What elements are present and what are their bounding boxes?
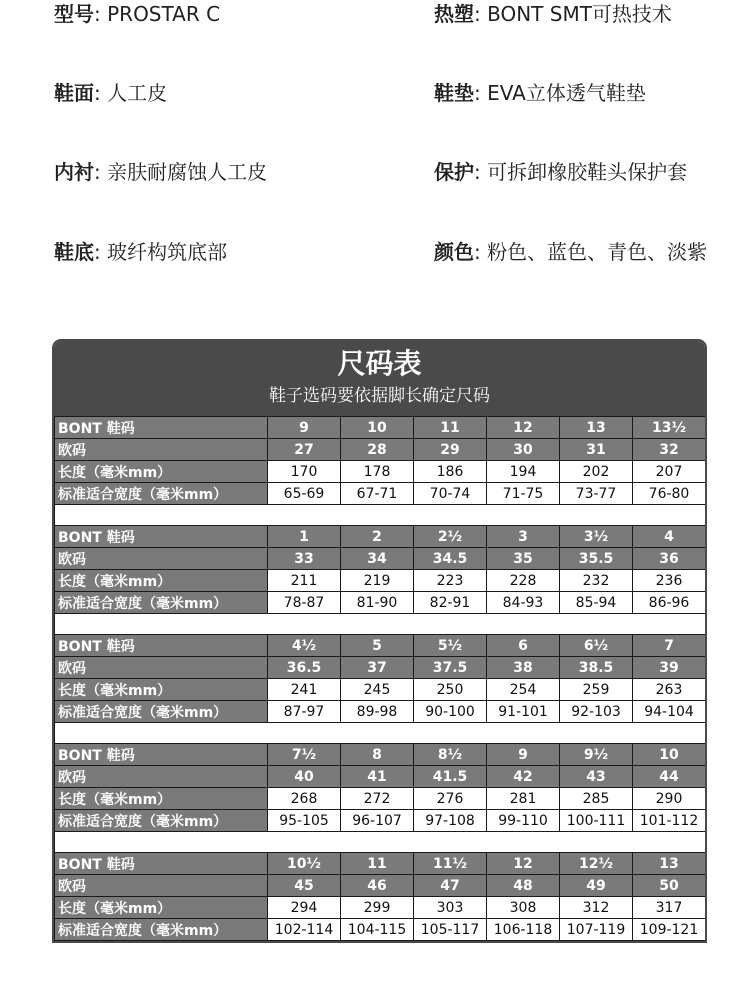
size-cell: 186 (414, 461, 487, 483)
size-row-width (55, 919, 706, 941)
size-row-length (55, 679, 706, 701)
size-cell: 259 (560, 679, 633, 701)
size-row-width (55, 592, 706, 614)
row-label-eu: 欧码 (55, 766, 268, 788)
row-label-eu: 欧码 (55, 439, 268, 461)
size-cell: 86-96 (633, 592, 706, 614)
size-cell: 35.5 (560, 548, 633, 570)
size-cell: 31 (560, 439, 633, 461)
size-cell: 76-80 (633, 483, 706, 505)
size-chart (52, 339, 707, 943)
size-cell: 254 (487, 679, 560, 701)
size-cell: 219 (341, 570, 414, 592)
size-cell: 34 (341, 548, 414, 570)
size-cell: 241 (268, 679, 341, 701)
size-cell: 97-108 (414, 810, 487, 832)
size-cell: 285 (560, 788, 633, 810)
spec-lining-label: 内衬 (54, 160, 94, 184)
size-cell: 42 (487, 766, 560, 788)
size-cell: 84-93 (487, 592, 560, 614)
size-cell: 39 (633, 657, 706, 679)
size-cell: 92-103 (560, 701, 633, 723)
size-cell: 10 (341, 417, 414, 439)
size-cell: 94-104 (633, 701, 706, 723)
size-cell: 13 (633, 853, 706, 875)
size-cell: 263 (633, 679, 706, 701)
spec-upper-label: 鞋面 (54, 81, 94, 105)
size-cell: 202 (560, 461, 633, 483)
size-cell: 13 (560, 417, 633, 439)
size-cell: 317 (633, 897, 706, 919)
size-cell: 12 (487, 417, 560, 439)
size-cell: 8½ (414, 744, 487, 766)
row-label-length: 长度（毫米mm） (55, 461, 268, 483)
size-row-eu (55, 766, 706, 788)
size-cell: 272 (341, 788, 414, 810)
row-label-eu: 欧码 (55, 548, 268, 570)
row-label-bont: BONT 鞋码 (55, 417, 268, 439)
size-cell: 71-75 (487, 483, 560, 505)
size-cell: 11½ (414, 853, 487, 875)
size-cell: 81-90 (341, 592, 414, 614)
spec-insole: 鞋垫: EVA立体透气鞋垫 (434, 81, 646, 105)
size-row-eu (55, 548, 706, 570)
size-cell: 6½ (560, 635, 633, 657)
size-cell: 37 (341, 657, 414, 679)
size-cell: 36 (633, 548, 706, 570)
size-cell: 2½ (414, 526, 487, 548)
size-row-eu (55, 875, 706, 897)
size-cell: 9½ (560, 744, 633, 766)
size-cell: 290 (633, 788, 706, 810)
spec-heat: 热塑: BONT SMT可热技术 (434, 2, 672, 26)
row-label-eu: 欧码 (55, 657, 268, 679)
size-cell: 70-74 (414, 483, 487, 505)
size-cell: 13½ (633, 417, 706, 439)
spec-colors: 颜色: 粉色、蓝色、青色、淡紫 (434, 240, 708, 264)
size-cell: 207 (633, 461, 706, 483)
size-cell: 47 (414, 875, 487, 897)
row-label-width: 标准适合宽度（毫米mm） (55, 810, 268, 832)
spec-protection-label: 保护 (434, 160, 474, 184)
size-cell: 30 (487, 439, 560, 461)
size-chart-subtitle: 鞋子选码要依据脚长确定尺码 (269, 386, 490, 406)
size-cell: 7½ (268, 744, 341, 766)
spec-heat-value: BONT SMT可热技术 (487, 2, 672, 26)
size-cell: 27 (268, 439, 341, 461)
row-label-width: 标准适合宽度（毫米mm） (55, 919, 268, 941)
spacer-cell (55, 723, 706, 744)
size-cell: 228 (487, 570, 560, 592)
size-cell: 194 (487, 461, 560, 483)
spacer-cell (55, 614, 706, 635)
size-cell: 10½ (268, 853, 341, 875)
row-label-bont: BONT 鞋码 (55, 526, 268, 548)
size-cell: 90-100 (414, 701, 487, 723)
size-cell: 170 (268, 461, 341, 483)
size-cell: 3½ (560, 526, 633, 548)
size-cell: 82-91 (414, 592, 487, 614)
size-cell: 106-118 (487, 919, 560, 941)
row-label-length: 长度（毫米mm） (55, 897, 268, 919)
size-cell: 73-77 (560, 483, 633, 505)
size-cell: 38.5 (560, 657, 633, 679)
size-row-width (55, 701, 706, 723)
size-row-eu (55, 439, 706, 461)
row-label-bont: BONT 鞋码 (55, 853, 268, 875)
size-cell: 4 (633, 526, 706, 548)
spec-sole: 鞋底: 玻纤构筑底部 (54, 240, 228, 264)
size-cell: 308 (487, 897, 560, 919)
block-spacer (55, 723, 706, 744)
row-label-width: 标准适合宽度（毫米mm） (55, 592, 268, 614)
size-row-length (55, 461, 706, 483)
size-cell: 211 (268, 570, 341, 592)
size-cell: 303 (414, 897, 487, 919)
row-label-length: 长度（毫米mm） (55, 788, 268, 810)
block-spacer (55, 614, 706, 635)
size-cell: 299 (341, 897, 414, 919)
size-cell: 245 (341, 679, 414, 701)
size-cell: 12½ (560, 853, 633, 875)
size-cell: 102-114 (268, 919, 341, 941)
size-cell: 40 (268, 766, 341, 788)
spec-sole-value: 玻纤构筑底部 (107, 240, 228, 264)
size-chart-header (54, 341, 705, 416)
size-cell: 34.5 (414, 548, 487, 570)
size-cell: 3 (487, 526, 560, 548)
size-cell: 89-98 (341, 701, 414, 723)
size-cell: 268 (268, 788, 341, 810)
size-cell: 29 (414, 439, 487, 461)
size-cell: 5½ (414, 635, 487, 657)
size-cell: 46 (341, 875, 414, 897)
size-cell: 2 (341, 526, 414, 548)
size-cell: 12 (487, 853, 560, 875)
size-cell: 99-110 (487, 810, 560, 832)
spec-colors-value: 粉色、蓝色、青色、淡紫 (487, 240, 708, 264)
size-row-length (55, 570, 706, 592)
size-cell: 41.5 (414, 766, 487, 788)
size-table (54, 416, 706, 941)
size-cell: 312 (560, 897, 633, 919)
size-cell: 281 (487, 788, 560, 810)
size-cell: 9 (487, 744, 560, 766)
size-cell: 35 (487, 548, 560, 570)
size-row-bont (55, 417, 706, 439)
size-cell: 41 (341, 766, 414, 788)
size-row-bont (55, 635, 706, 657)
size-cell: 294 (268, 897, 341, 919)
size-cell: 96-107 (341, 810, 414, 832)
size-cell: 8 (341, 744, 414, 766)
spec-model: 型号: PROSTAR C (54, 2, 221, 26)
size-row-bont (55, 526, 706, 548)
spec-upper: 鞋面: 人工皮 (54, 81, 168, 105)
row-label-eu: 欧码 (55, 875, 268, 897)
size-cell: 33 (268, 548, 341, 570)
size-cell: 85-94 (560, 592, 633, 614)
size-cell: 7 (633, 635, 706, 657)
size-cell: 43 (560, 766, 633, 788)
size-cell: 109-121 (633, 919, 706, 941)
size-cell: 91-101 (487, 701, 560, 723)
row-label-bont: BONT 鞋码 (55, 635, 268, 657)
size-row-length (55, 897, 706, 919)
block-spacer (55, 832, 706, 853)
size-cell: 250 (414, 679, 487, 701)
spec-colors-label: 颜色 (434, 240, 474, 264)
size-cell: 107-119 (560, 919, 633, 941)
size-cell: 65-69 (268, 483, 341, 505)
size-row-bont (55, 744, 706, 766)
size-cell: 236 (633, 570, 706, 592)
size-cell: 11 (341, 853, 414, 875)
size-row-width (55, 483, 706, 505)
size-chart-title: 尺码表 (337, 347, 422, 380)
size-cell: 9 (268, 417, 341, 439)
block-spacer (55, 505, 706, 526)
size-cell: 10 (633, 744, 706, 766)
size-cell: 48 (487, 875, 560, 897)
size-cell: 67-71 (341, 483, 414, 505)
size-cell: 101-112 (633, 810, 706, 832)
size-cell: 6 (487, 635, 560, 657)
size-cell: 104-115 (341, 919, 414, 941)
spacer-cell (55, 832, 706, 853)
size-cell: 45 (268, 875, 341, 897)
size-cell: 1 (268, 526, 341, 548)
spec-insole-label: 鞋垫 (434, 81, 474, 105)
spec-lining: 内衬: 亲肤耐腐蚀人工皮 (54, 160, 268, 184)
spec-upper-value: 人工皮 (107, 81, 168, 105)
spec-sole-label: 鞋底 (54, 240, 94, 264)
spec-protection: 保护: 可拆卸橡胶鞋头保护套 (434, 160, 688, 184)
size-cell: 232 (560, 570, 633, 592)
spec-protection-value: 可拆卸橡胶鞋头保护套 (487, 160, 688, 184)
size-cell: 4½ (268, 635, 341, 657)
row-label-bont: BONT 鞋码 (55, 744, 268, 766)
size-cell: 37.5 (414, 657, 487, 679)
size-cell: 95-105 (268, 810, 341, 832)
size-cell: 28 (341, 439, 414, 461)
size-cell: 223 (414, 570, 487, 592)
size-cell: 87-97 (268, 701, 341, 723)
spec-heat-label: 热塑 (434, 2, 474, 26)
size-cell: 178 (341, 461, 414, 483)
size-cell: 105-117 (414, 919, 487, 941)
spec-lining-value: 亲肤耐腐蚀人工皮 (107, 160, 268, 184)
row-label-width: 标准适合宽度（毫米mm） (55, 701, 268, 723)
spec-model-value: PROSTAR C (107, 2, 221, 26)
size-cell: 44 (633, 766, 706, 788)
row-label-length: 长度（毫米mm） (55, 570, 268, 592)
spacer-cell (55, 505, 706, 526)
size-cell: 38 (487, 657, 560, 679)
row-label-width: 标准适合宽度（毫米mm） (55, 483, 268, 505)
size-row-eu (55, 657, 706, 679)
size-cell: 11 (414, 417, 487, 439)
size-cell: 276 (414, 788, 487, 810)
size-row-bont (55, 853, 706, 875)
size-cell: 78-87 (268, 592, 341, 614)
size-cell: 5 (341, 635, 414, 657)
size-cell: 32 (633, 439, 706, 461)
size-cell: 36.5 (268, 657, 341, 679)
row-label-length: 长度（毫米mm） (55, 679, 268, 701)
size-cell: 49 (560, 875, 633, 897)
size-row-width (55, 810, 706, 832)
size-cell: 50 (633, 875, 706, 897)
spec-insole-value: EVA立体透气鞋垫 (487, 81, 646, 105)
size-row-length (55, 788, 706, 810)
size-cell: 100-111 (560, 810, 633, 832)
spec-model-label: 型号 (54, 2, 94, 26)
